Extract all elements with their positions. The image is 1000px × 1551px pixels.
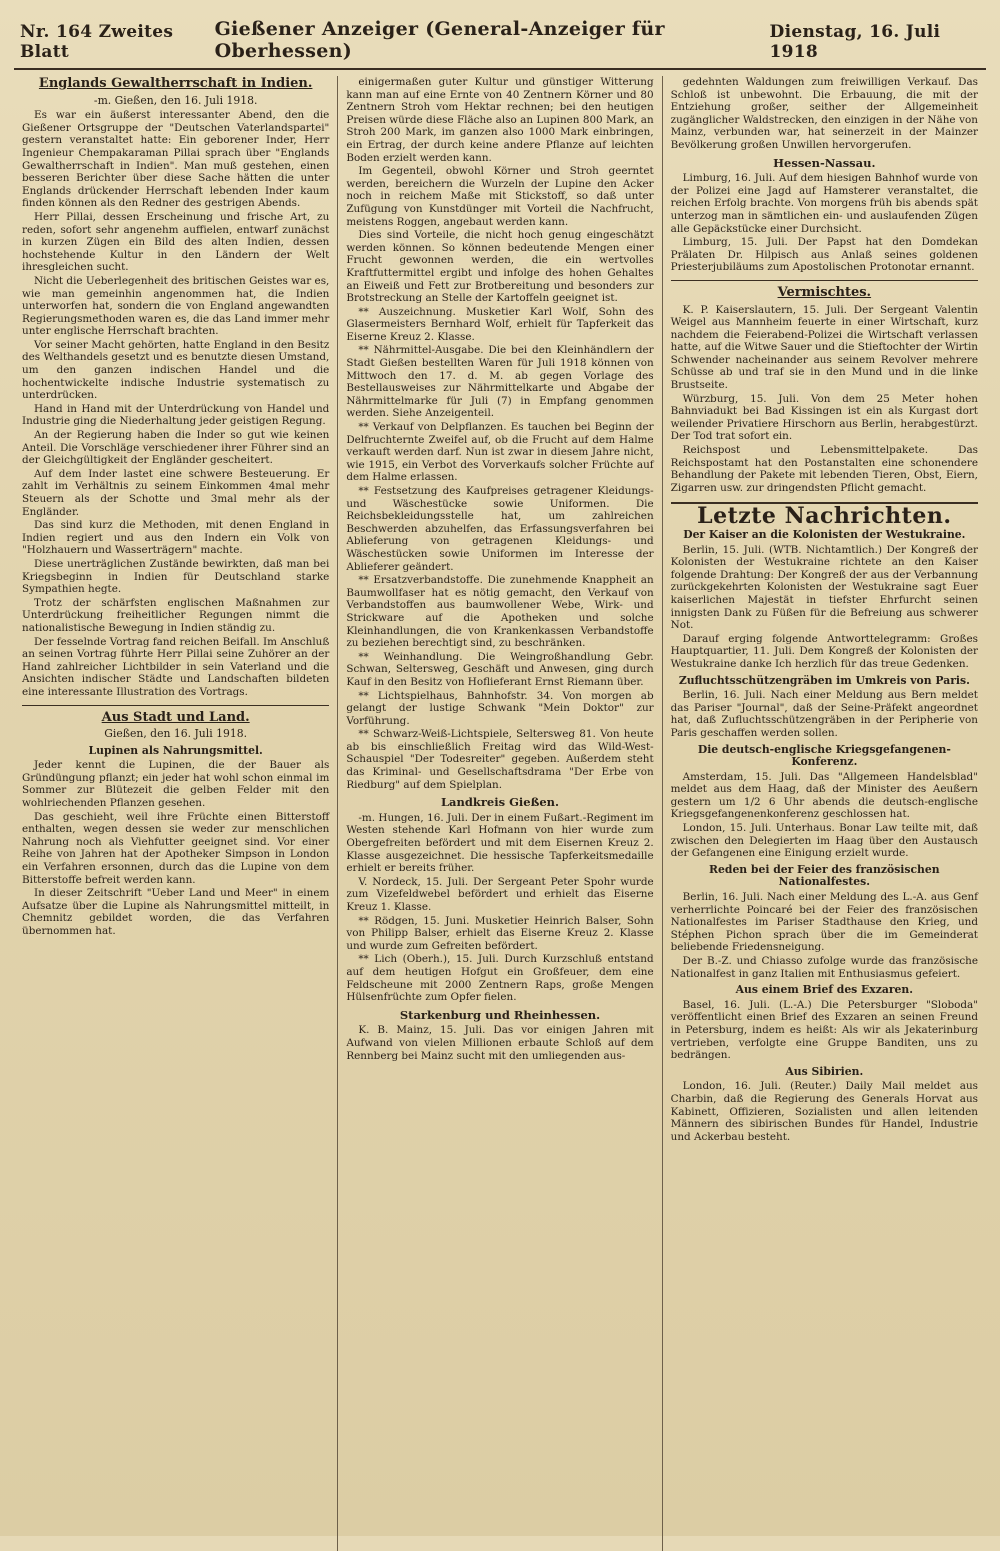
section-heading: Vermischtes. <box>777 284 872 300</box>
news-item: K. B. Mainz, 15. Juli. Das vor einigen Jahren mit Aufwand von vielen Millionen erbaute Schloß auf dem Rennberg bei Mainz sucht mit den umliegenden aus- <box>346 1024 654 1062</box>
article-paragraph: Dies sind Vorteile, die nicht hoch genug eingeschätzt werden können. So können bedeutende Mengen einer Frucht gewonnen werden, die ein wertvolles Kraftfuttermittel ergibt und infolge des hohen Gehaltes an Eiweiß und Fett zur Brotbereitung und besonders zur Brotstreckung an Stelle der Kartoffeln geeignet ist. <box>346 229 654 305</box>
news-item: Berlin, 16. Juli. Nach einer Meldung aus Bern meldet das Pariser "Journal", daß der Seine-Präfekt angeordnet hat, daß Zufluchtsschützengräben in der Peripherie von Paris geschaffen werden sollen. <box>670 689 978 739</box>
column-1 <box>14 76 338 1551</box>
article-headline: Englands Gewaltherrschaft in Indien. <box>38 76 313 91</box>
article-paragraph: Das geschieht, weil ihre Früchte einen Bitterstoff enthalten, wegen dessen sie weder zur menschlichen Nahrung noch als Viehfutter geeignet sind. Vor einer Reihe von Jahren hat der Apotheker Simpson in London ein Verfahren ersonnen, durch das die Lupine von dem Bitterstoffe befreit werden kann. <box>22 810 330 886</box>
article-paragraph: Nicht die Ueberlegenheit des britischen Geistes war es, wie man gemeinhin angenommen hat, die Indien unterworfen hat, sondern die von England angewandten Regierungsmethoden waren es, die das Land immer mehr unter englische Herrschaft brachten. <box>22 274 330 338</box>
news-item: Amsterdam, 15. Juli. Das "Allgemeen Handelsblad" meldet aus dem Haag, daß der Minister des Aeußern gestern um 1/2 6 Uhr abends die deutsch-englische Kriegsgefangenenkonferenz geschlossen hat. <box>670 770 978 821</box>
news-item: ** Nährmittel-Ausgabe. Die bei den Kleinhändlern der Stadt Gießen bestellten Waren für Juli 1918 können von Mittwoch den 17. d. M. ab gegen Vorlage des Bestellausweises zur Nährmittelkarte und Abgabe der Nährmittelmarke für Juli (7) in Empfang genommen werden. Siehe Anzeigenteil. <box>346 344 654 420</box>
article-paragraph: Im Gegenteil, obwohl Körner und Stroh geerntet werden, bereichern die Wurzeln der Lupine den Acker noch in reichem Maße mit Stickstoff, so daß unter Zufügung von Kunstdünger mit Vorteil die Nachfrucht, meistens Roggen, angebaut werden kann. <box>346 165 654 228</box>
subheading: Aus Sibirien. <box>785 1064 864 1078</box>
article-paragraph: Jeder kennt die Lupinen, die der Bauer als Gründüngung pflanzt; ein jeder hat wohl schon einmal im Sommer zur Blütezeit die gelben Felder mit den wohlriechenden Pflanzen gesehen. <box>22 759 330 810</box>
news-item: ** Weinhandlung. Die Weingroßhandlung Gebr. Schwan, Seltersweg, Geschäft und Anwesen, ging durch Kauf in den Besitz von Hoflieferant Ernst Riemann über. <box>346 650 654 688</box>
region-heading: Hessen-Nassau. <box>773 155 876 170</box>
issue-date: Dienstag, 16. Juli 1918 <box>769 22 941 62</box>
article-paragraph: gedehnten Waldungen zum freiwilligen Verkauf. Das Schloß ist unbewohnt. Die Erbauung, die mit der Entziehung großer, seither der Allgemeinheit zugänglicher Waldstrecken, den einzigen in der Nähe von Mainz, verbunden war, hat seinerzeit in der Mainzer Bevölkerung großen Unwillen hervorgerufen. <box>670 76 978 151</box>
news-item: Berlin, 16. Juli. Nach einer Meldung des L.-A. aus Genf verherrlichte Poincaré bei der Feier des französischen Nationalfestes im Pariser Stadthause den Krieg, und Stéphen Pichon sprach über die im Gemeinderat beliebende Friedensneigung. <box>670 891 978 954</box>
news-item: Berlin, 15. Juli. (WTB. Nichtamtlich.) Der Kongreß der Kolonisten der Westukraine richtete an den Kaiser folgende Drahtung: Der Kongreß der aus der Verbannung zurückgekehrten Kolonisten der Westukraine sagt Euer kaiserlichen Majestät in tiefster Ehrfurcht seinen innigsten Dank zu Füßen für die Befreiung aus schwerer Not. <box>670 543 978 632</box>
news-item: London, 15. Juli. Unterhaus. Bonar Law teilte mit, daß zwischen den Delegierten im Haag über den Austausch der Gefangenen eine Einigung erzielt wurde. <box>670 822 978 860</box>
news-item: ** Rödgen, 15. Juni. Musketier Heinrich Balser, Sohn von Philipp Balser, erhielt das Eiserne Kreuz 2. Klasse und wurde zum Gefreiten befördert. <box>346 914 654 952</box>
masthead <box>14 10 986 70</box>
article-paragraph: einigermaßen guter Kultur und günstiger Witterung kann man auf eine Ernte von 40 Zentnern Körner und 80 Zentnern Stroh vom Hektar rechnen; bei den heutigen Preisen würde diese Fläche also an Lupinen 800 Mark, an Stroh 200 Mark, im ganzen also 1000 Mark einbringen, ein Ertrag, der durch keine andere Pflanze auf leichten Boden erzielt werden kann. <box>346 76 654 164</box>
news-item: Limburg, 16. Juli. Auf dem hiesigen Bahnhof wurde von der Polizei eine Jagd auf Hamsterer veranstaltet, die reichen Erfolg brachte. Von morgens früh bis abends spät unterzog man in sämtlichen ein- und auslaufenden Zügen alle Gepäckstücke einer Durchsicht. <box>670 172 978 235</box>
column-3 <box>663 76 986 1551</box>
article-paragraph: Der fesselnde Vortrag fand reichen Beifall. Im Anschluß an seinen Vortrag führte Herr Pillai seine Zuhörer an der Hand zahlreicher Lichtbilder in sein Vaterland und die Ansichten indischer Städte und Landschaften bildeten eine interessante Illustration des Vortrags. <box>22 635 330 698</box>
article-paragraph: An der Regierung haben die Inder so gut wie keinen Anteil. Die Vorschläge verschiedener ihrer Führer sind an der Gleichgültigkeit der Engländer gescheitert. <box>22 429 330 467</box>
subheading: Die deutsch-englische Kriegsgefangenen-Konferenz. <box>697 742 951 769</box>
news-item: Darauf erging folgende Antworttelegramm: Großes Hauptquartier, 11. Juli. Dem Kongreß der Kolonisten der Westukraine danke Ich herzlich für das treue Gedenken. <box>670 632 978 670</box>
columns <box>14 76 986 1551</box>
region-heading: Landkreis Gießen. <box>440 795 560 810</box>
news-item: ** Lichtspielhaus, Bahnhofstr. 34. Von morgen ab gelangt der lustige Schwank "Mein Doktor" zur Vorführung. <box>346 689 654 727</box>
article-paragraph: Herr Pillai, dessen Erscheinung und frische Art, zu reden, sofort sehr angenehm auffielen, entwarf zunächst in kurzen Zügen ein Bild des alten Indien, dessen hochstehende Kultur in den Ländern der Welt ihresgleichen sucht. <box>22 210 330 274</box>
article-paragraph: Vor seiner Macht gehörten, hatte England in den Besitz des Welthandels gesetzt und es benutzte diesen Umstand, um den ganzen indischen Handel und die hochentwickelte indische Industrie systematisch zu unterdrücken. <box>22 338 330 402</box>
news-item: Basel, 16. Juli. (L.-A.) Die Petersburger "Sloboda" veröffentlicht einen Brief des Exzaren an seinen Freund in Petersburg, indem es heißt: Als wir als Jekaterinburg vertrieben, verfolgte eine Gruppe Banditen, uns zu bedrängen. <box>670 998 978 1062</box>
article-dateline: -m. Gießen, den 16. Juli 1918. <box>93 93 258 107</box>
article-paragraph: In dieser Zeitschrift "Ueber Land und Meer" in einem Aufsatze über die Lupine als Nahrungsmittel mitteilt, in Chemnitz gebildet worden, die das Verfahren übernommen hat. <box>22 887 330 937</box>
column-2 <box>338 76 662 1551</box>
newspaper-title: Gießener Anzeiger (General-Anzeiger für Oberhessen) <box>214 18 665 62</box>
section-heading: Aus Stadt und Land. <box>101 709 250 725</box>
news-item: ** Ersatzverbandstoffe. Die zunehmende Knappheit an Baumwollfaser hat es nötig gemacht, den Verkauf von Verbandstoffen aus baumwollener Webe, Wirk- und Strickware auf die Apotheken und solche Kleinhandlungen, die von Krankenkassen Verbandstoffe zu beziehen berechtigt sind, zu beschränken. <box>346 574 654 650</box>
subheading: Zufluchtsschützengräben im Umkreis von Paris. <box>678 673 970 687</box>
article-paragraph: Auf dem Inder lastet eine schwere Besteuerung. Er zahlt im Verhältnis zu seinem Einkommen 4mal mehr Steuern als der Schotte und 3mal mehr als der Engländer. <box>22 467 330 518</box>
article-paragraph: Das sind kurz die Methoden, mit denen England in Indien regiert und aus den Indern ein Volk von "Holzhauern und Wasserträgern" machte. <box>22 519 330 557</box>
divider <box>671 280 978 281</box>
news-item: Der B.-Z. und Chiasso zufolge wurde das französische Nationalfest in ganz Italien mit Enthusiasmus gefeiert. <box>670 955 978 980</box>
news-item: ** Verkauf von Delpflanzen. Es tauchen bei Beginn der Delfruchternte Zweifel auf, ob die Frucht auf dem Halme verkauft werden darf. Nun ist zwar in diesem Jahre nicht, wie 1915, ein Verbot des Vorverkaufs solcher Früchte auf dem Halme erlassen. <box>346 421 654 484</box>
section-dateline: Gießen, den 16. Juli 1918. <box>104 727 248 741</box>
news-item: ** Auszeichnung. Musketier Karl Wolf, Sohn des Glasermeisters Bernhard Wolf, erhielt für Tapferkeit das Eiserne Kreuz 2. Klasse. <box>346 305 654 343</box>
news-item: ** Schwarz-Weiß-Lichtspiele, Seltersweg 81. Von heute ab bis einschließlich Freitag wird das Wild-West-Schauspiel "Der Todesreiter" gegeben. Außerdem steht das Kriminal- und Gesellschaftsdrama "Der Erbe von Riedburg" auf dem Spielplan. <box>346 728 654 791</box>
divider <box>22 705 329 706</box>
news-item: Würzburg, 15. Juli. Von dem 25 Meter hohen Bahnviadukt bei Bad Kissingen ist ein als Kurgast dort weilender Privatiere Hirschorn aus Berlin, herabgestürzt. Der Tod trat sofort ein. <box>670 392 978 443</box>
news-item: Reichspost und Lebensmittelpakete. Das Reichspostamt hat den Postanstalten eine schonendere Behandlung der Pakete mit lebenden Tieren, Obst, Eiern, Zigarren usw. zur dringendsten Pflicht gemacht. <box>670 444 978 494</box>
article-paragraph: Hand in Hand mit der Unterdrückung von Handel und Industrie ging die Niederhaltung jeder geistigen Regung. <box>22 402 330 428</box>
subheading: Der Kaiser an die Kolonisten der Westukraine. <box>683 528 966 541</box>
article-paragraph: Diese unerträglichen Zustände bewirkten, daß man bei Kriegsbeginn in Indien für Deutschland starke Sympathien hegte. <box>22 557 330 596</box>
article-paragraph: Trotz der schärfsten englischen Maßnahmen zur Unterdrückung freiheitlicher Regungen nimmt die nationalistische Bewegung in Indien ständig zu. <box>22 596 330 634</box>
article-paragraph: Es war ein äußerst interessanter Abend, den die Gießener Ortsgruppe der "Deutschen Vaterlandspartei" gestern veranstaltet hatte: Ein geborener Inder, Herr Ingenieur Chempakaraman Pillai sprach über "Englands Gewaltherrschaft in Indien". Man muß gestehen, einen besseren Berichter über diese Sache hätten die unter Englands drückender Herrschaft lebenden Inder kaum finden können als den Redner des gestrigen Abends. <box>22 109 330 210</box>
news-item: ** Lich (Oberh.), 15. Juli. Durch Kurzschluß entstand auf dem heutigen Hofgut ein Großfeuer, dem eine Feldscheune mit 2000 Zentnern Raps, große Mengen Hülsenfrüchte zum Opfer fielen. <box>346 953 654 1004</box>
news-item: -m. Hungen, 16. Juli. Der in einem Fußart.-Regiment im Westen stehende Karl Hofmann von hier wurde zum Obergefreiten befördert und mit dem Eisernen Kreuz 2. Klasse ausgezeichnet. Die hessische Tapferkeitsmedaille erhielt er bereits früher. <box>346 811 654 875</box>
latest-news-heading: Letzte Nachrichten. <box>697 503 952 530</box>
news-item: K. P. Kaiserslautern, 15. Juli. Der Sergeant Valentin Weigel aus Mannheim feuerte in einer Wirtschaft, kurz nachdem die Feierabend-Polizei die Wirtschaft verlassen hatte, auf die Witwe Sauer und die Stieftochter der Wirtin Schwender nacheinander aus seinem Revolver mehrere Schüsse ab und traf sie in den Mund und in die linke Brustseite. <box>670 303 978 392</box>
issue-number: Nr. 164 Zweites Blatt <box>20 22 174 62</box>
region-heading: Starkenburg und Rheinhessen. <box>399 1007 601 1022</box>
news-item: Limburg, 15. Juli. Der Papst hat den Domdekan Prälaten Dr. Hilpisch aus Anlaß seines goldenen Priesterjubiläums zum Apostolischen Protonotar ernannt. <box>670 236 978 274</box>
subheading: Aus einem Brief des Exzaren. <box>735 983 913 997</box>
news-item: V. Nordeck, 15. Juli. Der Sergeant Peter Spohr wurde zum Vizefeldwebel befördert und erhielt das Eiserne Kreuz 1. Klasse. <box>346 875 654 913</box>
news-item: London, 16. Juli. (Reuter.) Daily Mail meldet aus Charbin, daß die Regierung des Generals Horvat aus Kabinett, Offizieren, Sozialisten und allen leitenden Männern des sibirischen Bundes für Handel, Industrie und Ackerbau besteht. <box>670 1080 978 1143</box>
subheading: Lupinen als Nahrungsmittel. <box>88 743 263 757</box>
subheading: Reden bei der Feier des französischen Nationalfestes. <box>709 862 940 889</box>
news-item: ** Festsetzung des Kaufpreises getragener Kleidungs- und Wäschestücke sowie Uniformen. Die Reichsbekleidungsstelle hat, um zahlreichen Beschwerden abzuhelfen, das Erfassungsverfahren bei Ablieferung von getragenen Kleidungs- und Wäschestücken sowie Uniformen im Interesse der Ablieferer geändert. <box>346 485 654 573</box>
